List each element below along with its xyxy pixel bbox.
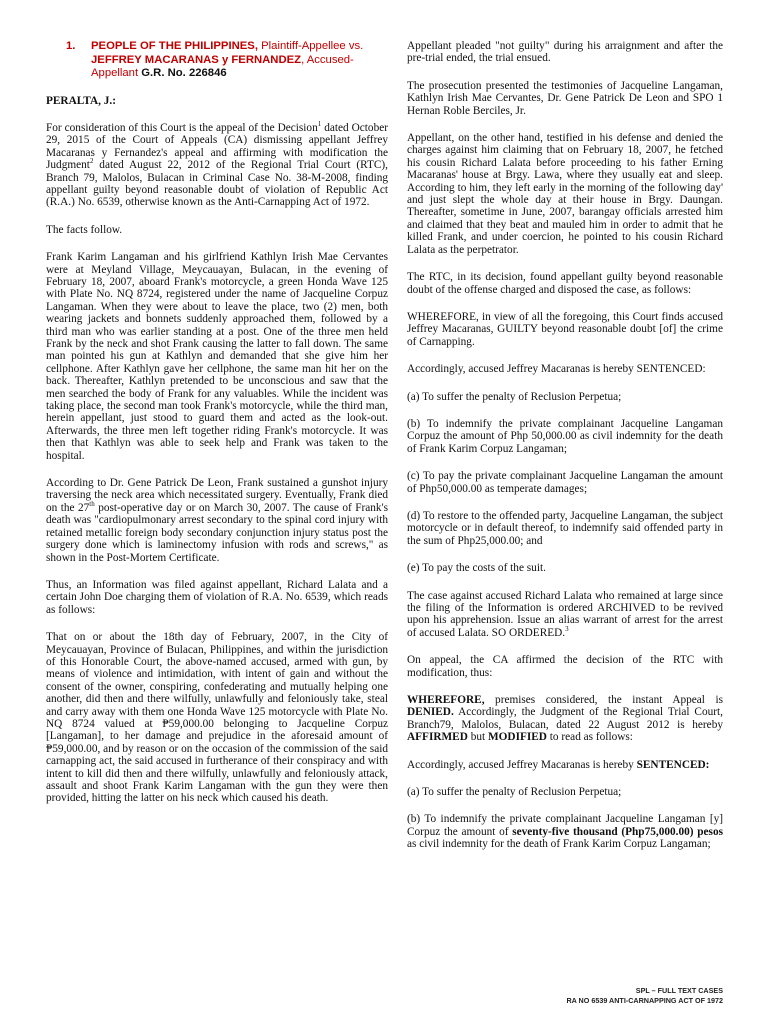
paragraph: The RTC, in its decision, found appellant guilty beyond reasonable doubt of the offense charged and disposed the case, as follows: bbox=[407, 271, 723, 296]
gr-number: G.R. No. 226846 bbox=[141, 67, 227, 79]
paragraph: The case against accused Richard Lalata who remained at large since the filing of the Information is ordered ARCHIVED to be revived upon his apprehension. Issue an alias warrant of arrest for the arrest of accused Lalata. SO ORDERED.$^3$ bbox=[407, 589, 723, 639]
paragraph: Frank Karim Langaman and his girlfriend Kathlyn Irish Mae Cervantes were at Meyland Village, Meycauayan, Bulacan, in the evening of February 18, 2007, aboard Frank's motorcycle, a green Honda Wave 125 with Plate No. NQ 8724, registered under the name of Jacqueline Corpuz Langaman. When they were about to leave the place, two (2) men, both wearing jackets and bonnets suddenly approached them, followed by a third man who was earlier standing at a post. One of the three men held Frank by the neck and shot Frank causing the latter to fall down. The same man pointed his gun at Kathlyn and demanded that she give him her cellphone. After Kathlyn gave her cellphone, the same man hit her on the back. Thereafter, Kathlyn pretended to be unconscious and saw that the men searched the body of Frank for any valuables. While the incident was taking place, the second man took Frank's motorcycle, while the third man, herein appellant, just stood to guard them and acted as the look-out. Afterwards, the three men left together riding Frank's motorcycle. It was then that Kathlyn was able to seek help and Frank was taken to the hospital. bbox=[46, 251, 388, 462]
paragraph: Appellant, on the other hand, testified in his defense and denied the charges against him claiming that on February 18, 2007, he fetched his cousin Richard Lalata before proceeding to his father Erning Macaranas' house at Brgy. Lawa, where they usually eat and sleep. According to him, they left early in the morning of the following day' and just slept the whole day at their house in Brgy. Daungan. Thereafter, sometime in June, 2007, barangay officials arrested him and claimed that they beat and mauled him in order to admit that he killed Frank, and under coercion, he pointed to his cousin Richard Lalata as the perpetrator. bbox=[407, 132, 723, 256]
left-column bbox=[46, 40, 388, 820]
rtc-sentenced: Accordingly, accused Jeffrey Macaranas is hereby SENTENCED: bbox=[407, 363, 706, 376]
rtc-item-e: (e) To pay the costs of the suit. bbox=[407, 562, 546, 575]
paragraph: Appellant pleaded "not guilty" during his arraignment and after the pre-trial ended, the trial ensued. bbox=[407, 40, 723, 65]
rtc-item-a: (a) To suffer the penalty of Reclusion Perpetua; bbox=[407, 390, 622, 403]
rtc-item-d: (d) To restore to the offended party, Jacqueline Langaman, the subject motorcycle or in default thereof, to indemnify said offended party in the sum of Php25,000.00; and bbox=[407, 509, 723, 547]
paragraph: For consideration of this Court is the appeal of the Decision$^1$ dated October 29, 2015 of the Court of Appeals (CA) dismissing appellant Jeffrey Macaranas y Fernandez's appeal and affirming with modification the Judgment$^2$ dated August 22, 2012 of the Regional Trial Court (RTC), Branch 79, Malolos, Bulacan in Criminal Case No. 38-M-2008, finding appellant guilty beyond reasonable doubt of violation of Republic Act (R.A.) No. 6539, otherwise known as the Anti-Carnapping Act of 1972. bbox=[46, 120, 388, 209]
paragraph: Thus, an Information was filed against appellant, Richard Lalata and a certain John Doe charging them of violation of R.A. No. 6539, which reads as follows: bbox=[46, 578, 388, 616]
case-heading bbox=[46, 40, 388, 81]
footer-line-2: RA NO 6539 ANTI-CARNAPPING ACT OF 1972 bbox=[566, 996, 723, 1005]
rtc-item-c: (c) To pay the private complainant Jacqueline Langaman the amount of Php50,000.00 as temperate damages; bbox=[407, 470, 723, 495]
plaintiff-role: Plaintiff-Appellee vs. bbox=[257, 40, 364, 52]
ca-sentenced: Accordingly, accused Jeffrey Macaranas is hereby SENTENCED: bbox=[407, 758, 710, 771]
paragraph: According to Dr. Gene Patrick De Leon, Frank sustained a gunshot injury traversing the neck area which necessitated surgery. Eventually, Frank died on the 27th post-operative day or on March 30, 2007. The cause of Frank's death was "cardiopulmonary arrest secondary to the spinal cord injury with retained metallic foreign body secondary conjunction injury status post the surgery done which is laminectomy infusion with rods and screws," as shown in the Post-Mortem Certificate. bbox=[46, 477, 388, 564]
paragraph: On appeal, the CA affirmed the decision of the RTC with modification, thus: bbox=[407, 654, 723, 679]
accused-name: JEFFREY MACARANAS y FERNANDEZ bbox=[91, 53, 302, 66]
paragraph: The prosecution presented the testimonies of Jacqueline Langaman, Kathlyn Irish Mae Cervantes, Dr. Gene Patrick De Leon and SPO 1 Hernan Roble Berciles, Jr. bbox=[407, 79, 723, 117]
information-quote: That on or about the 18th day of February, 2007, in the City of Meycauayan, Province of Bulacan, Philippines, and within the jurisdiction of this Honorable Court, the above-named accused, armed with gun, by means of violence and intimidation, with intent of gain and without the consent of the owner, conspiring, confederating and mutually helping one another, did then and there wilfully, unlawfully and feloniously take, steal and carry away with them one Honda Wave 125 motorcycle with Plate No. NQ 8724 valued at ₱59,000.00 belonging to Jacqueline Corpuz [Langaman], to her damage and prejudice in the aforesaid amount of ₱59,000.00, and by reason or on the occasion of the commission of the said carnapping act, the said accused in furtherance of their conspiracy and with intent to kill did then and there wilfully, unlawfully and feloniously attack, assault and shoot Frank Karim Langaman with the gun they were then provided, hitting the latter on his neck which caused his death. bbox=[46, 631, 388, 805]
paragraph: The facts follow. bbox=[46, 223, 123, 236]
page-footer bbox=[566, 986, 723, 1006]
footer-line-1: SPL – FULL TEXT CASES bbox=[635, 986, 723, 995]
ca-dispositive: WHEREFORE, premises considered, the instant Appeal is DENIED. Accordingly, the Judgment of the Regional Trial Court, Branch79, Malolos, Bulacan, dated 22 August 2012 is hereby AFFIRMED but MODIFIED to read as follows: bbox=[407, 694, 723, 744]
plaintiff-name: PEOPLE OF THE PHILIPPINES, bbox=[91, 40, 258, 52]
rtc-item-b: (b) To indemnify the private complainant Jacqueline Langaman Corpuz the amount of Php 50,000.00 as civil indemnity for the death of Frank Karim Corpuz Langaman; bbox=[407, 417, 723, 455]
case-number: 1. bbox=[66, 40, 76, 52]
accused-role: , Accused-Appellant bbox=[91, 53, 354, 79]
ponente: PERALTA, J.: bbox=[46, 94, 116, 107]
right-column bbox=[407, 40, 723, 866]
ca-item-a: (a) To suffer the penalty of Reclusion Perpetua; bbox=[407, 786, 622, 799]
ca-item-b: (b) To indemnify the private complainant Jacqueline Langaman [y] Corpuz the amount of seventy-five thousand (Php75,000.00) pesos as civil indemnity for the death of Frank Karim Corpuz Langaman; bbox=[407, 813, 723, 851]
rtc-dispositive: WHEREFORE, in view of all the foregoing, this Court finds accused Jeffrey Macaranas, GUILTY beyond reasonable doubt [of] the crime of Carnapping. bbox=[407, 310, 723, 348]
